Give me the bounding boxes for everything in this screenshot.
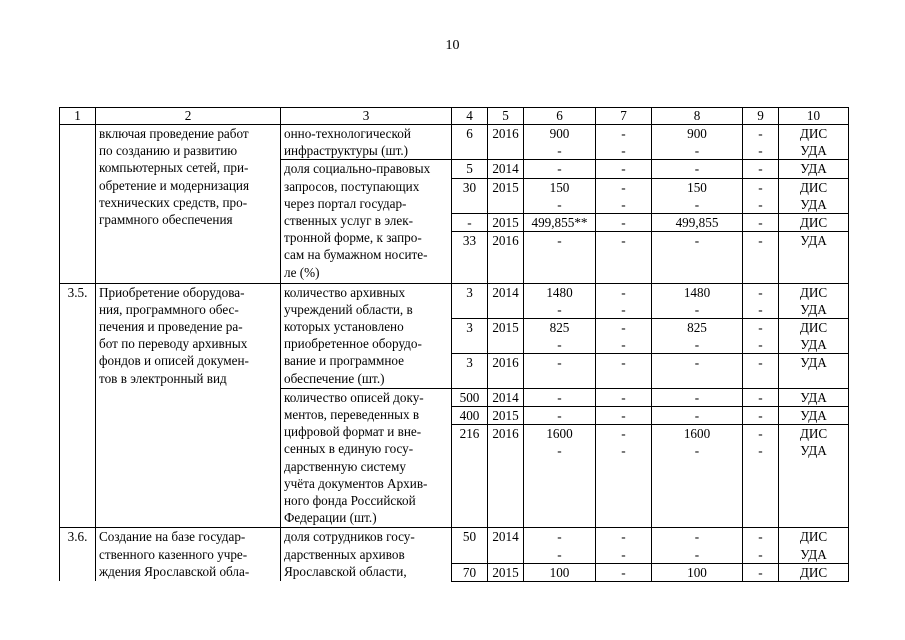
text-line: 499,855: [675, 214, 719, 230]
text-line: УДА: [800, 196, 827, 212]
text-line: приобретенное оборудо-: [284, 336, 422, 352]
text-line: печения и проведение ра-: [99, 319, 243, 335]
year-cell: [488, 425, 524, 528]
text-line: УДА: [800, 389, 827, 405]
text-line: доля социально-правовых: [284, 161, 431, 177]
text-line: -: [621, 564, 626, 580]
col-6-cell: [524, 407, 596, 425]
text-line: -: [557, 161, 562, 177]
text-line: 825: [549, 320, 570, 336]
header-cell-9: 9: [743, 108, 779, 125]
text-line: ДИС: [799, 320, 828, 336]
text-line: -: [467, 214, 472, 230]
col-8-cell: [652, 283, 743, 318]
text-line: -: [758, 233, 763, 249]
year-cell: [488, 160, 524, 178]
text-line: УДА: [800, 337, 827, 353]
col-7-cell: [596, 425, 652, 528]
col-7-cell: [596, 528, 652, 563]
col-10-cell: [779, 563, 849, 581]
text-line: 500: [459, 389, 480, 405]
text-line: -: [557, 529, 562, 545]
text-line: -: [557, 355, 562, 371]
text-line: УДА: [800, 161, 827, 177]
text-line: ле (%): [284, 264, 320, 280]
text-line: ждения Ярославской обла-: [99, 563, 250, 579]
text-line: -: [557, 143, 562, 159]
text-line: УДА: [800, 233, 827, 249]
document-table: [59, 107, 849, 582]
text-line: 900: [687, 126, 707, 141]
item-number: [63, 125, 92, 142]
base-value-cell: [452, 283, 488, 318]
text-line: 3: [466, 320, 473, 336]
text-line: ственных услуг в элек-: [284, 212, 413, 228]
base-value-cell: [452, 125, 488, 160]
text-line: -: [621, 161, 626, 177]
text-line: 100: [549, 564, 570, 580]
text-line: УДА: [800, 143, 827, 159]
col-7-cell: [596, 160, 652, 178]
base-value-cell: [452, 563, 488, 581]
text-line: которых установлено: [284, 319, 404, 335]
col-10-cell: [779, 528, 849, 563]
text-line: -: [694, 233, 700, 249]
text-line: -: [758, 214, 763, 230]
text-line: УДА: [800, 408, 827, 424]
text-line: 2014: [492, 389, 519, 405]
indicator-cell: [281, 125, 452, 160]
text-line: обретение и модернизация: [99, 177, 250, 193]
text-line: -: [557, 233, 562, 249]
col-9-cell: [743, 178, 779, 213]
col-7-cell: [596, 283, 652, 318]
text-line: цифровой формат и вне-: [284, 424, 422, 440]
text-line: -: [758, 529, 763, 545]
text-line: 2014: [492, 529, 519, 545]
text-line: -: [694, 546, 700, 562]
text-line: -: [758, 320, 763, 336]
text-line: сам на бумажном носите-: [284, 247, 428, 263]
year-cell: [488, 319, 524, 354]
measure-name-cell: [96, 125, 281, 284]
text-line: 216: [459, 426, 480, 442]
col-7-cell: [596, 319, 652, 354]
text-line: 2016: [492, 233, 519, 249]
text-line: -: [758, 284, 763, 300]
text-line: -: [694, 355, 700, 371]
col-10-cell: [779, 388, 849, 406]
col-8-cell: [652, 563, 743, 581]
base-value-cell: [452, 528, 488, 563]
text-line: 1600: [546, 426, 573, 442]
text-line: -: [694, 408, 700, 424]
base-value-cell: [452, 160, 488, 178]
table-row: [60, 528, 849, 563]
text-line: фондов и описей докумен-: [99, 353, 249, 369]
text-line: тронной форме, к запро-: [284, 230, 422, 246]
year-cell: [488, 125, 524, 160]
text-line: -: [621, 126, 626, 141]
text-line: ДИС: [799, 529, 828, 545]
text-line: 2016: [492, 355, 519, 371]
header-cell-4: 4: [452, 108, 488, 125]
col-6-cell: [524, 178, 596, 213]
text-line: -: [694, 337, 700, 353]
text-line: -: [621, 389, 626, 405]
text-line: 2015: [492, 408, 519, 424]
text-line: 33: [462, 233, 477, 249]
text-line: дарственных архивов: [284, 546, 405, 562]
base-value-cell: [452, 232, 488, 284]
text-line: 400: [459, 408, 480, 424]
text-line: компьютерных сетей, при-: [99, 160, 249, 176]
text-line: -: [621, 546, 626, 562]
text-line: -: [557, 196, 562, 212]
text-line: -: [758, 355, 763, 371]
text-line: 2016: [492, 426, 519, 442]
col-10-cell: [779, 407, 849, 425]
text-line: включая проведение работ: [99, 126, 249, 141]
year-cell: [488, 232, 524, 284]
col-8-cell: [652, 160, 743, 178]
text-line: через портал государ-: [284, 195, 407, 211]
text-line: -: [621, 408, 626, 424]
text-line: 1480: [546, 284, 573, 300]
text-line: 499,855**: [531, 214, 588, 230]
text-line: запросов, поступающих: [284, 178, 420, 194]
text-line: 6: [466, 126, 473, 141]
col-9-cell: [743, 125, 779, 160]
text-line: -: [758, 337, 763, 353]
year-cell: [488, 178, 524, 213]
text-line: -: [621, 337, 626, 353]
col-7-cell: [596, 178, 652, 213]
col-6-cell: [524, 425, 596, 528]
text-line: -: [621, 214, 626, 230]
text-line: 2015: [492, 179, 519, 195]
col-7-cell: [596, 125, 652, 160]
measure-name-cell: [96, 528, 281, 582]
text-line: -: [621, 179, 626, 195]
col-8-cell: [652, 407, 743, 425]
text-line: ственного казенного учре-: [99, 546, 248, 562]
col-6-cell: [524, 232, 596, 284]
text-line: УДА: [800, 355, 827, 371]
text-line: -: [621, 143, 626, 159]
text-line: 5: [466, 161, 473, 177]
indicator-cell: [281, 388, 452, 528]
text-line: 50: [462, 529, 477, 545]
text-line: учёта документов Архив-: [284, 475, 428, 491]
base-value-cell: [452, 388, 488, 406]
text-line: ДИС: [799, 179, 828, 195]
page-number: 10: [445, 38, 460, 53]
text-line: учреждений области, в: [284, 301, 413, 317]
text-line: 100: [687, 564, 707, 580]
base-value-cell: [452, 178, 488, 213]
table-row: [60, 283, 849, 318]
text-line: 2015: [492, 214, 519, 230]
text-line: -: [758, 564, 763, 580]
col-8-cell: [652, 319, 743, 354]
text-line: тов в электронный вид: [99, 370, 227, 386]
year-cell: [488, 528, 524, 563]
col-9-cell: [743, 407, 779, 425]
text-line: -: [694, 529, 700, 545]
col-9-cell: [743, 283, 779, 318]
text-line: Приобретение оборудова-: [99, 284, 245, 300]
text-line: -: [694, 161, 700, 177]
col-6-cell: [524, 563, 596, 581]
year-cell: [488, 407, 524, 425]
col-6-cell: [524, 528, 596, 563]
col-9-cell: [743, 319, 779, 354]
year-cell: [488, 354, 524, 388]
text-line: -: [621, 355, 626, 371]
text-line: доля сотрудников госу-: [284, 529, 415, 545]
text-line: -: [758, 426, 763, 442]
item-number: 3.5.: [67, 284, 88, 300]
text-line: 30: [462, 179, 477, 195]
col-8-cell: [652, 232, 743, 284]
text-line: -: [557, 337, 562, 353]
text-line: дарственную систему: [284, 458, 406, 474]
text-line: онно-технологической: [284, 126, 411, 141]
indicator-cell: [281, 283, 452, 388]
text-line: инфраструктуры (шт.): [284, 143, 409, 159]
col-9-cell: [743, 160, 779, 178]
col-7-cell: [596, 388, 652, 406]
col-9-cell: [743, 232, 779, 284]
item-number-cell: [60, 125, 96, 284]
col-10-cell: [779, 319, 849, 354]
header-cell-7: 7: [596, 108, 652, 125]
col-9-cell: [743, 563, 779, 581]
col-8-cell: [652, 388, 743, 406]
col-8-cell: [652, 425, 743, 528]
header-row: [60, 108, 849, 125]
text-line: -: [621, 529, 626, 545]
table-row: [60, 125, 849, 160]
text-line: 2014: [492, 161, 519, 177]
text-line: УДА: [800, 546, 827, 562]
text-line: 3: [466, 284, 473, 300]
text-line: технических средств, про-: [99, 194, 248, 210]
col-8-cell: [652, 125, 743, 160]
col-6-cell: [524, 160, 596, 178]
col-8-cell: [652, 213, 743, 231]
col-7-cell: [596, 407, 652, 425]
text-line: ния, программного обес-: [99, 301, 239, 317]
col-10-cell: [779, 213, 849, 231]
col-7-cell: [596, 354, 652, 388]
year-cell: [488, 213, 524, 231]
text-line: -: [621, 426, 626, 442]
item-number-cell: [60, 528, 96, 582]
col-6-cell: [524, 213, 596, 231]
col-10-cell: [779, 425, 849, 528]
text-line: -: [694, 443, 700, 459]
text-line: 70: [462, 564, 477, 580]
text-line: сенных в единую госу-: [284, 441, 414, 457]
text-line: 825: [687, 320, 707, 336]
text-line: 1600: [683, 426, 711, 442]
col-9-cell: [743, 388, 779, 406]
text-line: Федерации (шт.): [284, 510, 377, 526]
header-cell-2: 2: [96, 108, 281, 125]
header-cell-10: 10: [779, 108, 849, 125]
col-10-cell: [779, 283, 849, 318]
col-8-cell: [652, 354, 743, 388]
text-line: ДИС: [799, 284, 828, 300]
col-6-cell: [524, 319, 596, 354]
base-value-cell: [452, 213, 488, 231]
text-line: количество описей доку-: [284, 389, 424, 405]
text-line: -: [758, 546, 763, 562]
col-9-cell: [743, 213, 779, 231]
text-line: -: [621, 284, 626, 300]
text-line: -: [758, 126, 763, 141]
item-number: 3.6.: [67, 529, 88, 545]
text-line: -: [694, 389, 700, 405]
header-cell-8: 8: [652, 108, 743, 125]
col-7-cell: [596, 232, 652, 284]
text-line: -: [557, 546, 562, 562]
text-line: 900: [549, 126, 570, 141]
text-line: -: [557, 443, 562, 459]
col-10-cell: [779, 354, 849, 388]
header-cell-3: 3: [281, 108, 452, 125]
text-line: ного фонда Российской: [284, 492, 416, 508]
col-10-cell: [779, 232, 849, 284]
text-line: -: [621, 233, 626, 249]
col-6-cell: [524, 388, 596, 406]
text-line: ментов, переведенных в: [284, 407, 420, 423]
base-value-cell: [452, 319, 488, 354]
text-line: -: [694, 301, 700, 317]
col-8-cell: [652, 178, 743, 213]
text-line: 2016: [492, 126, 519, 141]
item-number-cell: [60, 283, 96, 528]
text-line: УДА: [800, 301, 827, 317]
text-line: -: [758, 143, 763, 159]
col-6-cell: [524, 354, 596, 388]
year-cell: [488, 388, 524, 406]
text-line: ДИС: [799, 426, 828, 442]
year-cell: [488, 283, 524, 318]
text-line: УДА: [800, 443, 827, 459]
text-line: 2015: [492, 564, 519, 580]
text-line: -: [758, 196, 763, 212]
base-value-cell: [452, 407, 488, 425]
text-line: -: [557, 389, 562, 405]
header-cell-1: 1: [60, 108, 96, 125]
text-line: -: [557, 408, 562, 424]
col-10-cell: [779, 125, 849, 160]
text-line: обеспечение (шт.): [284, 370, 385, 386]
col-9-cell: [743, 354, 779, 388]
base-value-cell: [452, 354, 488, 388]
text-line: -: [758, 443, 763, 459]
base-value-cell: [452, 425, 488, 528]
text-line: 150: [687, 179, 707, 195]
text-line: -: [758, 389, 763, 405]
measure-name-cell: [96, 283, 281, 528]
text-line: -: [621, 196, 626, 212]
text-line: Ярославской области,: [284, 563, 407, 579]
text-line: 2015: [492, 320, 519, 336]
text-line: количество архивных: [284, 284, 406, 300]
text-line: вание и программное: [284, 353, 404, 369]
col-10-cell: [779, 178, 849, 213]
text-line: ДИС: [799, 126, 828, 141]
text-line: ДИС: [799, 564, 828, 580]
text-line: бот по переводу архивных: [99, 336, 248, 352]
header-cell-5: 5: [488, 108, 524, 125]
text-line: -: [758, 161, 763, 177]
text-line: 3: [466, 355, 473, 371]
col-9-cell: [743, 528, 779, 563]
text-line: 150: [549, 179, 570, 195]
col-7-cell: [596, 563, 652, 581]
year-cell: [488, 563, 524, 581]
indicator-cell: [281, 528, 452, 582]
text-line: по созданию и развитию: [99, 143, 238, 159]
col-8-cell: [652, 528, 743, 563]
col-10-cell: [779, 160, 849, 178]
header-cell-6: 6: [524, 108, 596, 125]
text-line: граммного обеспечения: [99, 211, 233, 227]
text-line: -: [694, 143, 700, 159]
text-line: ДИС: [799, 214, 828, 230]
text-line: 1480: [683, 284, 711, 300]
col-6-cell: [524, 125, 596, 160]
text-line: -: [621, 301, 626, 317]
text-line: -: [621, 320, 626, 336]
text-line: -: [557, 301, 562, 317]
col-6-cell: [524, 283, 596, 318]
col-7-cell: [596, 213, 652, 231]
text-line: -: [621, 443, 626, 459]
col-9-cell: [743, 425, 779, 528]
text-line: Создание на базе государ-: [99, 529, 246, 545]
text-line: -: [758, 408, 763, 424]
text-line: -: [758, 301, 763, 317]
text-line: -: [694, 196, 700, 212]
text-line: 2014: [492, 284, 519, 300]
indicator-cell: [281, 160, 452, 283]
text-line: -: [758, 179, 763, 195]
